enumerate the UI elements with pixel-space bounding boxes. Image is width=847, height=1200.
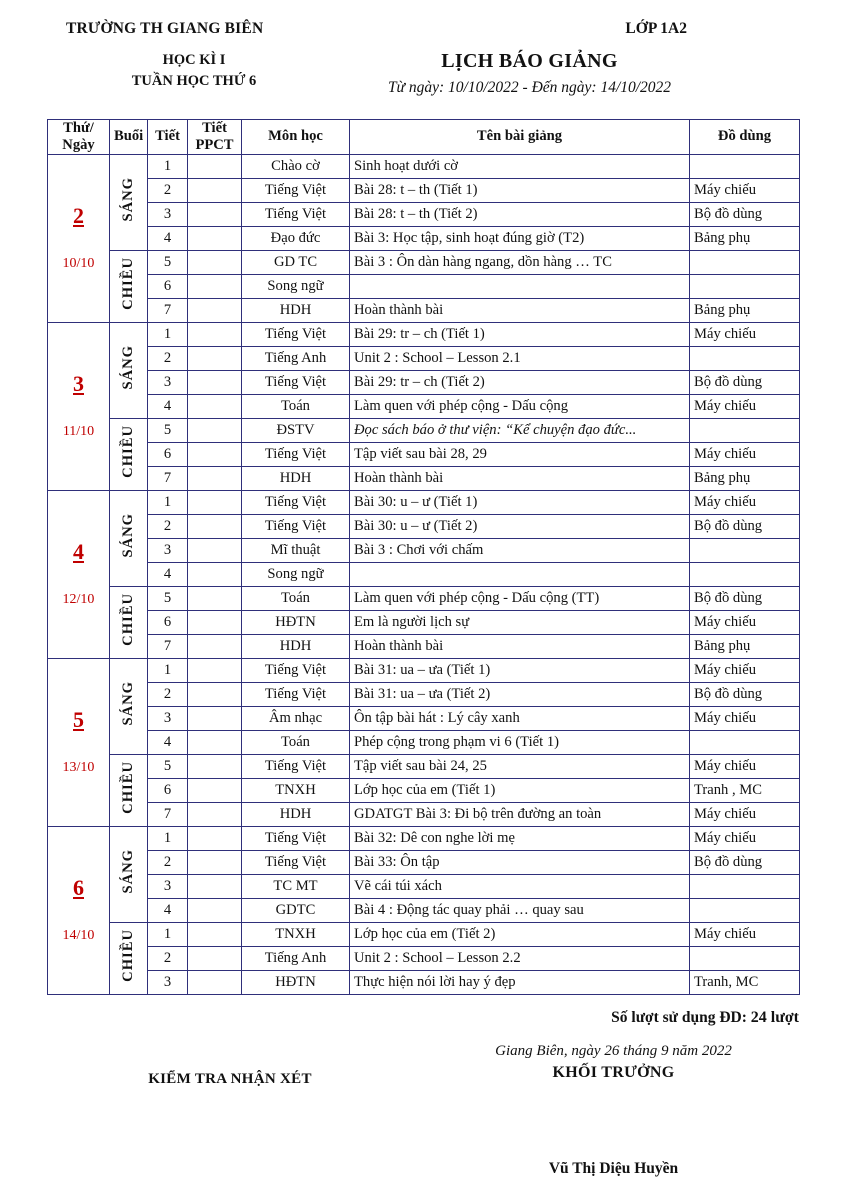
table-row bbox=[48, 394, 800, 418]
session-label: CHIỀU bbox=[120, 761, 136, 814]
period-cell: 2 bbox=[148, 346, 188, 370]
ppct-cell bbox=[188, 802, 242, 826]
lesson-cell: Hoàn thành bài bbox=[350, 466, 690, 490]
period-cell: 5 bbox=[148, 586, 188, 610]
subject-cell: Tiếng Việt bbox=[242, 370, 350, 394]
table-row bbox=[48, 706, 800, 730]
equipment-cell: Máy chiếu bbox=[690, 394, 800, 418]
ppct-cell bbox=[188, 442, 242, 466]
day-cell bbox=[48, 154, 110, 322]
equipment-cell: Tranh , MC bbox=[690, 778, 800, 802]
period-cell: 7 bbox=[148, 298, 188, 322]
review-label: KIỂM TRA NHẬN XÉT bbox=[148, 1070, 312, 1087]
table-row bbox=[48, 898, 800, 922]
period-cell: 2 bbox=[148, 514, 188, 538]
subject-cell: HDH bbox=[242, 802, 350, 826]
ppct-cell bbox=[188, 874, 242, 898]
ppct-cell bbox=[188, 754, 242, 778]
subject-cell: Tiếng Việt bbox=[242, 754, 350, 778]
session-label: CHIỀU bbox=[120, 257, 136, 310]
subject-cell: Tiếng Việt bbox=[242, 322, 350, 346]
session-label: SÁNG bbox=[120, 849, 136, 894]
col-header-day: Thứ/ Ngày bbox=[48, 120, 110, 155]
lesson-cell: Sinh hoạt dưới cờ bbox=[350, 154, 690, 178]
table-row bbox=[48, 586, 800, 610]
ppct-cell bbox=[188, 922, 242, 946]
session-cell bbox=[110, 658, 148, 754]
lesson-cell: Hoàn thành bài bbox=[350, 298, 690, 322]
col-header-ppct: Tiết PPCT bbox=[188, 120, 242, 155]
equipment-cell: Bộ đồ dùng bbox=[690, 586, 800, 610]
footer-block bbox=[0, 1027, 847, 1178]
lesson-cell: Unit 2 : School – Lesson 2.2 bbox=[350, 946, 690, 970]
usage-summary bbox=[0, 995, 847, 1027]
equipment-cell bbox=[690, 154, 800, 178]
table-row bbox=[48, 826, 800, 850]
period-cell: 2 bbox=[148, 178, 188, 202]
period-cell: 4 bbox=[148, 730, 188, 754]
place-date: Giang Biên, ngày 26 tháng 9 năm 2022 bbox=[495, 1042, 732, 1059]
col-header-lesson: Tên bài giảng bbox=[350, 120, 690, 155]
ppct-cell bbox=[188, 514, 242, 538]
session-label: SÁNG bbox=[120, 681, 136, 726]
day-date: 10/10 bbox=[62, 255, 95, 271]
session-cell bbox=[110, 250, 148, 322]
lesson-cell: Hoàn thành bài bbox=[350, 634, 690, 658]
subject-cell: Toán bbox=[242, 586, 350, 610]
table-row bbox=[48, 850, 800, 874]
subject-cell: HĐTN bbox=[242, 610, 350, 634]
period-cell: 7 bbox=[148, 466, 188, 490]
ppct-cell bbox=[188, 610, 242, 634]
table-row bbox=[48, 514, 800, 538]
lesson-cell: Thực hiện nói lời hay ý đẹp bbox=[350, 970, 690, 994]
session-cell bbox=[110, 490, 148, 586]
header-top-row bbox=[0, 0, 847, 38]
table-row bbox=[48, 370, 800, 394]
lesson-cell: Đọc sách báo ở thư viện: “Kể chuyện đạo đức... bbox=[350, 418, 690, 442]
equipment-cell bbox=[690, 346, 800, 370]
ppct-cell bbox=[188, 490, 242, 514]
usage-label: Số lượt sử dụng ĐD: bbox=[611, 1008, 747, 1026]
day-cell bbox=[48, 490, 110, 658]
table-row bbox=[48, 634, 800, 658]
col-header-session: Buổi bbox=[110, 120, 148, 155]
ppct-cell bbox=[188, 346, 242, 370]
lesson-cell: Lớp học của em (Tiết 1) bbox=[350, 778, 690, 802]
table-row bbox=[48, 274, 800, 298]
table-row bbox=[48, 874, 800, 898]
day-date: 12/10 bbox=[62, 591, 95, 607]
subject-cell: Tiếng Việt bbox=[242, 490, 350, 514]
equipment-cell: Máy chiếu bbox=[690, 610, 800, 634]
ppct-cell bbox=[188, 826, 242, 850]
ppct-cell bbox=[188, 370, 242, 394]
period-cell: 6 bbox=[148, 610, 188, 634]
table-row bbox=[48, 922, 800, 946]
period-cell: 3 bbox=[148, 874, 188, 898]
lesson-cell bbox=[350, 562, 690, 586]
page-title: LỊCH BÁO GIẢNG bbox=[441, 50, 618, 72]
period-cell: 7 bbox=[148, 802, 188, 826]
ppct-cell bbox=[188, 274, 242, 298]
table-row bbox=[48, 946, 800, 970]
table-row bbox=[48, 610, 800, 634]
period-cell: 4 bbox=[148, 898, 188, 922]
subject-cell: Tiếng Anh bbox=[242, 946, 350, 970]
day-cell bbox=[48, 322, 110, 490]
equipment-cell: Máy chiếu bbox=[690, 490, 800, 514]
table-row bbox=[48, 682, 800, 706]
table-row bbox=[48, 778, 800, 802]
subject-cell: Mĩ thuật bbox=[242, 538, 350, 562]
lesson-cell: Bài 32: Dê con nghe lời mẹ bbox=[350, 826, 690, 850]
period-cell: 4 bbox=[148, 226, 188, 250]
equipment-cell: Máy chiếu bbox=[690, 322, 800, 346]
period-cell: 3 bbox=[148, 970, 188, 994]
equipment-cell: Bộ đồ dùng bbox=[690, 202, 800, 226]
ppct-cell bbox=[188, 418, 242, 442]
ppct-cell bbox=[188, 778, 242, 802]
table-row bbox=[48, 658, 800, 682]
session-cell bbox=[110, 418, 148, 490]
subject-cell: Tiếng Việt bbox=[242, 682, 350, 706]
col-header-subject: Môn học bbox=[242, 120, 350, 155]
week-label: TUẦN HỌC THỨ 6 bbox=[131, 73, 257, 90]
table-row bbox=[48, 754, 800, 778]
signer-name: Vũ Thị Diệu Huyền bbox=[548, 1159, 679, 1177]
equipment-cell: Bộ đồ dùng bbox=[690, 370, 800, 394]
period-cell: 5 bbox=[148, 250, 188, 274]
period-cell: 6 bbox=[148, 442, 188, 466]
subject-cell: ĐSTV bbox=[242, 418, 350, 442]
ppct-cell bbox=[188, 730, 242, 754]
day-date: 11/10 bbox=[62, 423, 95, 439]
schedule-body bbox=[48, 154, 800, 994]
day-date: 14/10 bbox=[62, 927, 95, 943]
period-cell: 3 bbox=[148, 538, 188, 562]
table-row bbox=[48, 226, 800, 250]
day-number: 3 bbox=[73, 371, 84, 397]
table-row bbox=[48, 178, 800, 202]
table-row bbox=[48, 538, 800, 562]
lesson-cell: Bài 28: t – th (Tiết 2) bbox=[350, 202, 690, 226]
ppct-cell bbox=[188, 154, 242, 178]
period-cell: 2 bbox=[148, 850, 188, 874]
table-row bbox=[48, 346, 800, 370]
session-cell bbox=[110, 322, 148, 418]
equipment-cell bbox=[690, 946, 800, 970]
period-cell: 4 bbox=[148, 562, 188, 586]
period-cell: 6 bbox=[148, 274, 188, 298]
equipment-cell bbox=[690, 562, 800, 586]
ppct-cell bbox=[188, 898, 242, 922]
date-range: Từ ngày: 10/10/2022 - Đến ngày: 14/10/2022 bbox=[387, 79, 672, 96]
equipment-cell: Tranh, MC bbox=[690, 970, 800, 994]
equipment-cell: Bảng phụ bbox=[690, 634, 800, 658]
table-row bbox=[48, 202, 800, 226]
subject-cell: Tiếng Việt bbox=[242, 202, 350, 226]
lesson-cell: Làm quen với phép cộng - Dấu cộng (TT) bbox=[350, 586, 690, 610]
subject-cell: HDH bbox=[242, 298, 350, 322]
subject-cell: Tiếng Việt bbox=[242, 850, 350, 874]
day-cell bbox=[48, 826, 110, 994]
lesson-cell: Bài 30: u – ư (Tiết 2) bbox=[350, 514, 690, 538]
table-row bbox=[48, 154, 800, 178]
session-label: SÁNG bbox=[120, 345, 136, 390]
subject-cell: Âm nhạc bbox=[242, 706, 350, 730]
ppct-cell bbox=[188, 226, 242, 250]
ppct-cell bbox=[188, 946, 242, 970]
ppct-cell bbox=[188, 970, 242, 994]
session-label: SÁNG bbox=[120, 177, 136, 222]
equipment-cell: Máy chiếu bbox=[690, 706, 800, 730]
lesson-cell: GDATGT Bài 3: Đi bộ trên đường an toàn bbox=[350, 802, 690, 826]
period-cell: 4 bbox=[148, 394, 188, 418]
ppct-cell bbox=[188, 658, 242, 682]
period-cell: 1 bbox=[148, 322, 188, 346]
day-number: 4 bbox=[73, 539, 84, 565]
lesson-cell: Bài 33: Ôn tập bbox=[350, 850, 690, 874]
col-header-equipment: Đồ dùng bbox=[690, 120, 800, 155]
equipment-cell bbox=[690, 538, 800, 562]
table-row bbox=[48, 730, 800, 754]
ppct-cell bbox=[188, 202, 242, 226]
lesson-cell: Phép cộng trong phạm vi 6 (Tiết 1) bbox=[350, 730, 690, 754]
ppct-cell bbox=[188, 178, 242, 202]
subject-cell: Tiếng Anh bbox=[242, 346, 350, 370]
schedule-table bbox=[47, 119, 800, 995]
lesson-cell: Vẽ cái túi xách bbox=[350, 874, 690, 898]
col-header-period: Tiết bbox=[148, 120, 188, 155]
signature-block bbox=[420, 1043, 807, 1178]
equipment-cell: Máy chiếu bbox=[690, 178, 800, 202]
ppct-cell bbox=[188, 322, 242, 346]
lesson-cell: Bài 3: Học tập, sinh hoạt đúng giờ (T2) bbox=[350, 226, 690, 250]
table-row bbox=[48, 250, 800, 274]
table-row bbox=[48, 442, 800, 466]
ppct-cell bbox=[188, 634, 242, 658]
period-cell: 1 bbox=[148, 490, 188, 514]
lesson-cell: Làm quen với phép cộng - Dấu cộng bbox=[350, 394, 690, 418]
equipment-cell: Máy chiếu bbox=[690, 442, 800, 466]
semester-label: HỌC KÌ I bbox=[162, 52, 226, 68]
table-row bbox=[48, 466, 800, 490]
session-cell bbox=[110, 826, 148, 922]
period-cell: 1 bbox=[148, 826, 188, 850]
subject-cell: GD TC bbox=[242, 250, 350, 274]
period-cell: 5 bbox=[148, 754, 188, 778]
session-cell bbox=[110, 154, 148, 250]
ppct-cell bbox=[188, 538, 242, 562]
subject-cell: HĐTN bbox=[242, 970, 350, 994]
session-cell bbox=[110, 586, 148, 658]
lesson-cell: Bài 4 : Động tác quay phải … quay sau bbox=[350, 898, 690, 922]
equipment-cell: Máy chiếu bbox=[690, 826, 800, 850]
subject-cell: Tiếng Việt bbox=[242, 658, 350, 682]
ppct-cell bbox=[188, 250, 242, 274]
lesson-cell bbox=[350, 274, 690, 298]
period-cell: 7 bbox=[148, 634, 188, 658]
lesson-cell: Bài 30: u – ư (Tiết 1) bbox=[350, 490, 690, 514]
lesson-cell: Unit 2 : School – Lesson 2.1 bbox=[350, 346, 690, 370]
subject-cell: TNXH bbox=[242, 778, 350, 802]
lesson-cell: Bài 29: tr – ch (Tiết 2) bbox=[350, 370, 690, 394]
subject-cell: GDTC bbox=[242, 898, 350, 922]
ppct-cell bbox=[188, 562, 242, 586]
lesson-cell: Bài 31: ua – ưa (Tiết 2) bbox=[350, 682, 690, 706]
ppct-cell bbox=[188, 394, 242, 418]
ppct-cell bbox=[188, 586, 242, 610]
table-row bbox=[48, 418, 800, 442]
period-cell: 1 bbox=[148, 922, 188, 946]
ppct-cell bbox=[188, 706, 242, 730]
period-cell: 3 bbox=[148, 202, 188, 226]
period-cell: 3 bbox=[148, 370, 188, 394]
table-header-row bbox=[48, 120, 800, 155]
equipment-cell: Bộ đồ dùng bbox=[690, 850, 800, 874]
equipment-cell: Bảng phụ bbox=[690, 226, 800, 250]
equipment-cell: Bộ đồ dùng bbox=[690, 514, 800, 538]
subject-cell: TNXH bbox=[242, 922, 350, 946]
subject-cell: Tiếng Việt bbox=[242, 442, 350, 466]
header-second-row bbox=[0, 38, 847, 97]
table-row bbox=[48, 970, 800, 994]
equipment-cell: Máy chiếu bbox=[690, 922, 800, 946]
lesson-cell: Bài 3 : Chơi với chấm bbox=[350, 538, 690, 562]
table-row bbox=[48, 802, 800, 826]
subject-cell: Tiếng Việt bbox=[242, 826, 350, 850]
lesson-cell: Tập viết sau bài 28, 29 bbox=[350, 442, 690, 466]
equipment-cell: Máy chiếu bbox=[690, 802, 800, 826]
session-label: CHIỀU bbox=[120, 425, 136, 478]
ppct-cell bbox=[188, 850, 242, 874]
equipment-cell: Bộ đồ dùng bbox=[690, 682, 800, 706]
period-cell: 5 bbox=[148, 418, 188, 442]
equipment-cell bbox=[690, 874, 800, 898]
session-label: CHIỀU bbox=[120, 593, 136, 646]
subject-cell: Chào cờ bbox=[242, 154, 350, 178]
subject-cell: HDH bbox=[242, 634, 350, 658]
subject-cell: HDH bbox=[242, 466, 350, 490]
subject-cell: Tiếng Việt bbox=[242, 178, 350, 202]
signer-role: KHỐI TRƯỞNG bbox=[552, 1063, 675, 1081]
session-cell bbox=[110, 754, 148, 826]
lesson-cell: Bài 31: ua – ưa (Tiết 1) bbox=[350, 658, 690, 682]
school-name: TRƯỜNG TH GIANG BIÊN bbox=[66, 20, 264, 37]
subject-cell: Toán bbox=[242, 394, 350, 418]
lesson-cell: Ôn tập bài hát : Lý cây xanh bbox=[350, 706, 690, 730]
day-number: 5 bbox=[73, 707, 84, 733]
subject-cell: Tiếng Việt bbox=[242, 514, 350, 538]
equipment-cell bbox=[690, 250, 800, 274]
session-label: SÁNG bbox=[120, 513, 136, 558]
equipment-cell bbox=[690, 418, 800, 442]
day-cell bbox=[48, 658, 110, 826]
subject-cell: Đạo đức bbox=[242, 226, 350, 250]
equipment-cell: Bảng phụ bbox=[690, 466, 800, 490]
subject-cell: TC MT bbox=[242, 874, 350, 898]
lesson-cell: Bài 3 : Ôn dàn hàng ngang, dồn hàng … TC bbox=[350, 250, 690, 274]
ppct-cell bbox=[188, 466, 242, 490]
ppct-cell bbox=[188, 682, 242, 706]
day-number: 6 bbox=[73, 875, 84, 901]
period-cell: 1 bbox=[148, 658, 188, 682]
period-cell: 3 bbox=[148, 706, 188, 730]
period-cell: 2 bbox=[148, 682, 188, 706]
table-row bbox=[48, 322, 800, 346]
subject-cell: Song ngữ bbox=[242, 562, 350, 586]
usage-value: 24 lượt bbox=[750, 1008, 799, 1026]
lesson-cell: Lớp học của em (Tiết 2) bbox=[350, 922, 690, 946]
equipment-cell: Máy chiếu bbox=[690, 754, 800, 778]
period-cell: 1 bbox=[148, 154, 188, 178]
equipment-cell bbox=[690, 730, 800, 754]
title-block bbox=[254, 50, 805, 97]
equipment-cell: Bảng phụ bbox=[690, 298, 800, 322]
table-row bbox=[48, 562, 800, 586]
lesson-cell: Tập viết sau bài 24, 25 bbox=[350, 754, 690, 778]
period-cell: 2 bbox=[148, 946, 188, 970]
lesson-cell: Em là người lịch sự bbox=[350, 610, 690, 634]
lesson-cell: Bài 29: tr – ch (Tiết 1) bbox=[350, 322, 690, 346]
day-number: 2 bbox=[73, 203, 84, 229]
equipment-cell: Máy chiếu bbox=[690, 658, 800, 682]
equipment-cell bbox=[690, 898, 800, 922]
session-label: CHIỀU bbox=[120, 929, 136, 982]
equipment-cell bbox=[690, 274, 800, 298]
class-name: LỚP 1A2 bbox=[625, 20, 687, 37]
ppct-cell bbox=[188, 298, 242, 322]
lesson-cell: Bài 28: t – th (Tiết 1) bbox=[350, 178, 690, 202]
period-cell: 6 bbox=[148, 778, 188, 802]
table-row bbox=[48, 490, 800, 514]
session-cell bbox=[110, 922, 148, 994]
subject-cell: Toán bbox=[242, 730, 350, 754]
day-date: 13/10 bbox=[62, 759, 95, 775]
table-row bbox=[48, 298, 800, 322]
subject-cell: Song ngữ bbox=[242, 274, 350, 298]
